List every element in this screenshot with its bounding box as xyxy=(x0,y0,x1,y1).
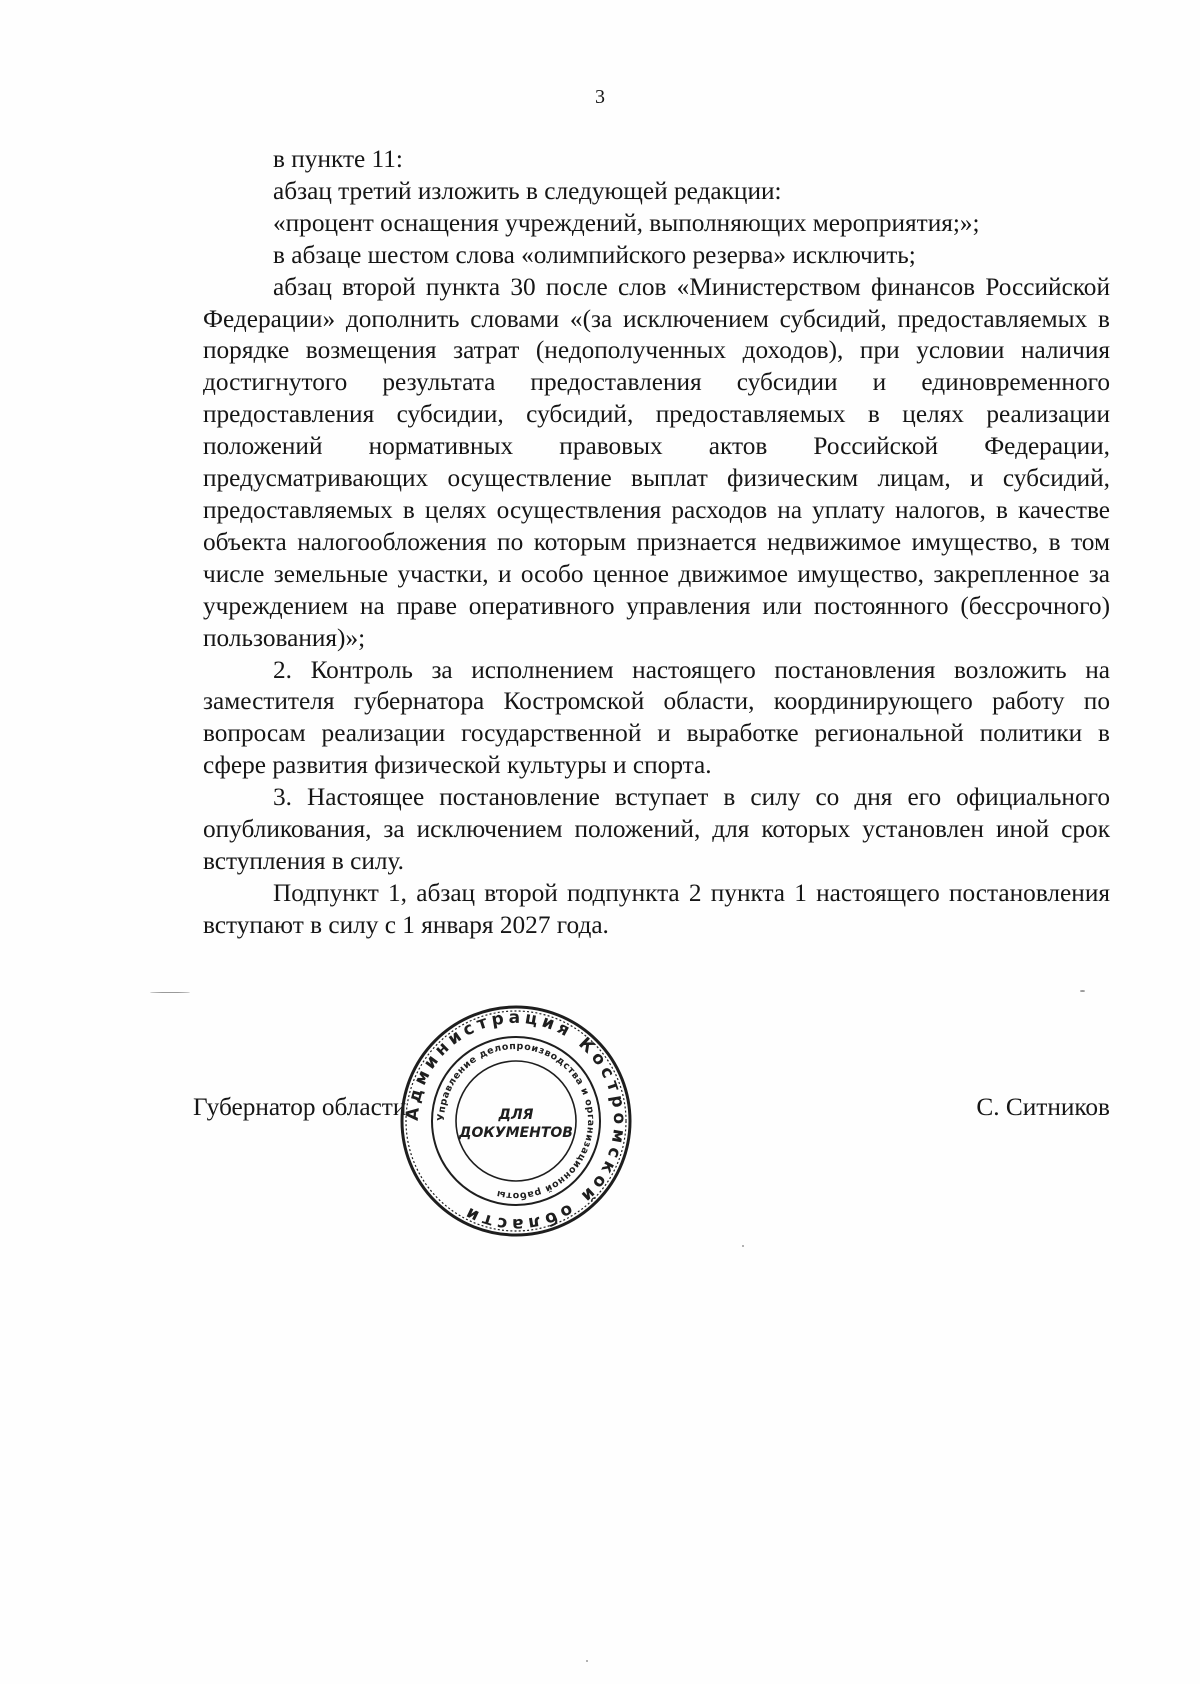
page-number: 3 xyxy=(595,86,605,108)
scan-speck xyxy=(742,1245,744,1247)
paragraph-8: Подпункт 1, абзац второй подпункта 2 пункта 1 настоящего постановления вступают в силу с 1 января 2027 года. xyxy=(203,878,1110,939)
paragraph-5: абзац второй пункта 30 после слов «Министерством финансов Российской Федерации» дополнить словами «(за исключением субсидий, предоставляемых в порядке возмещения затрат (недополученных доходов), при условии наличия достигнутого результата предоставления субсидии и единовременного предоставления субсидии, субсидий, предоставляемых в целях реализации положений нормативных правовых актов Российской Федерации, предусматривающих осуществление выплат физическим лицам, и субсидий, предоставляемых в целях осуществления расходов на уплату налогов, в качестве объекта налогообложения по которым признается недвижимое имущество, в том числе земельные участки, и особо ценное движимое имущество, закрепленное за учреждением на праве оперативного управления или постоянного (бессрочного) пользования)»; xyxy=(203,272,1110,652)
paragraph-2: абзац третий изложить в следующей редакции: xyxy=(273,176,782,205)
paragraph-3: «процент оснащения учреждений, выполняющих мероприятия;»; xyxy=(273,208,980,237)
signatory-name: С. Ситников xyxy=(976,1093,1110,1121)
scan-speck xyxy=(1080,990,1085,992)
official-seal-stamp xyxy=(398,1003,634,1239)
scan-speck xyxy=(586,1660,588,1662)
seal-inner-text: Управление делопроизводства и организационной работы xyxy=(435,1040,597,1202)
paragraph-7: 3. Настоящее постановление вступает в силу со дня его официального опубликования, за исключением положений, для которых установлен иной срок вступления в силу. xyxy=(203,783,1110,875)
scan-speck xyxy=(150,992,190,993)
paragraph-6: 2. Контроль за исполнением настоящего постановления возложить на заместителя губернатора Костромской области, координирующего работу по вопросам реализации государственной и выработке региональной политики в сфере развития физической культуры и спорта. xyxy=(203,655,1110,780)
document-body xyxy=(203,144,1110,942)
signatory-position: Губернатор области xyxy=(193,1093,407,1121)
paragraph-4: в абзаце шестом слова «олимпийского резерва» исключить; xyxy=(273,240,916,269)
seal-outer-text: Администрация Костромской области xyxy=(402,1007,630,1235)
seal-center-line-2: ДОКУМЕНТОВ xyxy=(459,1125,573,1141)
paragraph-1: в пункте 11: xyxy=(273,145,403,173)
seal-center-line-1: ДЛЯ xyxy=(498,1107,534,1123)
